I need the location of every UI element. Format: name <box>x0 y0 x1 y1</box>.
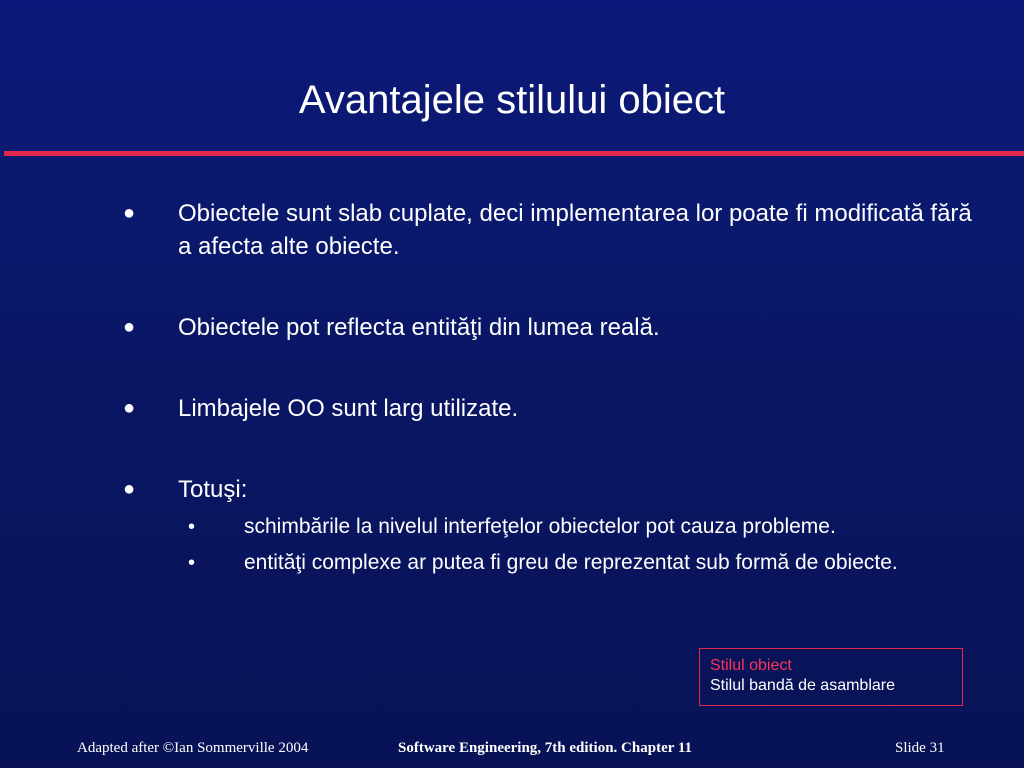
bullet-item <box>118 311 978 344</box>
navigation-box[interactable] <box>699 648 963 706</box>
sub-bullet-icon: • <box>188 552 196 574</box>
footer-attribution: Adapted after ©Ian Sommerville 2004 <box>77 740 309 756</box>
footer-book-title: Software Engineering, 7th edition. Chapter 11 <box>398 740 693 756</box>
bullet-icon: ● <box>123 478 136 500</box>
bullet-text: Obiectele sunt slab cuplate, deci implementarea lor poate fi modificată fără a afecta alte obiecte. <box>178 200 972 260</box>
bullet-item <box>118 392 978 425</box>
sub-bullet-icon: • <box>188 516 196 538</box>
title-divider <box>4 151 1024 156</box>
sub-bullet-text: schimbările la nivelul interfeţelor obiectelor pot cauza probleme. <box>244 515 836 538</box>
sub-bullet-item <box>178 512 978 542</box>
footer-slide-number: Slide 31 <box>895 740 945 756</box>
bullet-item <box>118 197 978 263</box>
slide-title-text: Avantajele stilului obiect <box>298 78 726 122</box>
nav-link-pipeline-style[interactable]: Stilul bandă de asamblare <box>710 677 896 694</box>
bullet-icon: ● <box>123 316 136 338</box>
nav-link-current-style[interactable]: Stilul obiect <box>710 657 792 674</box>
bullet-text: Obiectele pot reflecta entităţi din lumea reală. <box>178 314 660 341</box>
bullet-item <box>118 473 978 578</box>
bullet-icon: ● <box>123 202 136 224</box>
bullet-list <box>118 197 978 584</box>
sub-bullet-text: entităţi complexe ar putea fi greu de reprezentat sub formă de obiecte. <box>244 551 898 574</box>
bullet-text: Limbajele OO sunt larg utilizate. <box>178 395 519 422</box>
bullet-icon: ● <box>123 397 136 419</box>
bullet-text: Totuşi: <box>178 476 248 503</box>
slide-title <box>0 78 1024 123</box>
sub-bullet-list <box>178 512 978 578</box>
sub-bullet-item <box>178 548 978 578</box>
